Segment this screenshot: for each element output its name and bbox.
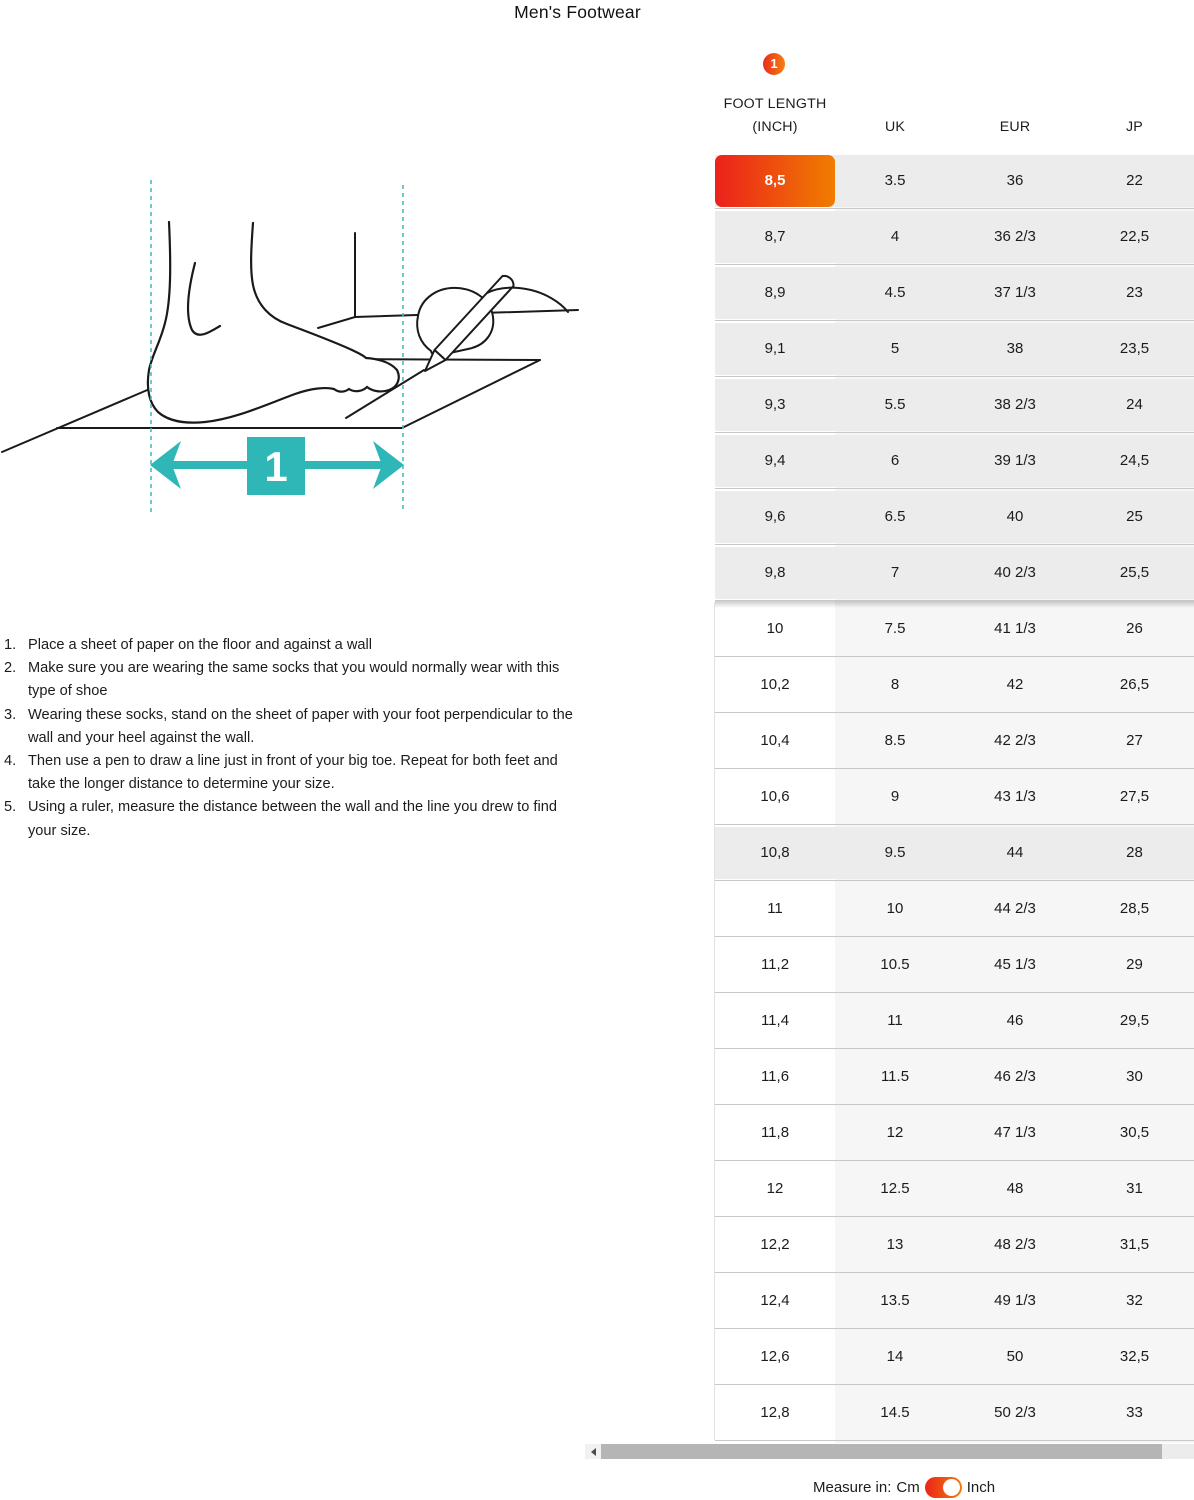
cell-eur: 40 [1006,508,1024,525]
cell-eur: 36 [1006,172,1024,189]
measure-arrow [150,437,404,495]
cell-eur: 48 [1006,1180,1024,1197]
header-jp: JP [1126,119,1143,135]
row-separator [715,936,1194,937]
cell-eur: 39 1/3 [994,452,1036,469]
page-title: Men's Footwear [514,2,641,22]
instruction-number: 5. [4,799,17,816]
size-row[interactable] [715,491,1194,543]
instruction-step-4 [4,750,582,796]
size-row[interactable] [715,1051,1194,1103]
cell-inch: 8,9 [764,284,786,301]
cell-uk: 8.5 [884,732,906,749]
foot-drawing [148,222,399,423]
cell-uk: 14 [886,1348,904,1365]
row-separator [715,320,1194,321]
measure-in-label: Measure in: [813,1478,892,1496]
instruction-number: 2. [4,660,17,677]
instruction-step-5 [4,796,582,842]
cell-jp: 26 [1126,620,1143,637]
size-row[interactable] [715,547,1194,599]
cell-inch: 8,7 [764,228,786,245]
cell-eur: 42 [1006,676,1024,693]
row-separator [715,432,1194,433]
cell-inch: 12,2 [760,1236,790,1253]
cell-uk: 4 [890,228,900,245]
cell-eur: 44 2/3 [994,900,1036,917]
size-row[interactable] [715,995,1194,1047]
instruction-number: 1. [4,637,17,653]
cell-jp: 31 [1126,1180,1143,1197]
table-header [715,93,1194,139]
cell-jp: 23,5 [1119,340,1150,357]
size-row[interactable] [715,1275,1194,1327]
row-separator [715,1048,1194,1049]
cell-uk: 13.5 [880,1292,910,1309]
cell-uk: 14.5 [880,1404,910,1421]
unit-toggle-switch[interactable] [925,1477,962,1498]
row-separator [715,1216,1194,1217]
scrollbar-track[interactable] [1162,1444,1194,1459]
row-separator [715,1384,1194,1385]
column-number-badge: 1 [763,53,785,75]
instruction-step-1 [4,634,582,657]
cell-eur: 45 1/3 [994,956,1036,973]
cell-jp: 33 [1126,1404,1143,1421]
row-separator [715,1440,1194,1441]
cell-uk: 3.5 [884,172,906,189]
row-separator [715,824,1194,825]
cell-inch: 10 [766,620,784,637]
instruction-number: 3. [4,706,17,723]
cell-uk: 7 [890,564,900,581]
cell-eur: 47 1/3 [994,1124,1036,1141]
cell-uk: 9.5 [884,844,906,861]
cell-uk: 9 [890,788,900,805]
cell-inch: 9,4 [764,452,786,469]
cell-inch: 12,4 [760,1292,790,1309]
cell-uk: 11.5 [880,1068,910,1085]
row-separator [715,1328,1194,1329]
row-separator [715,768,1194,769]
cell-inch: 12,6 [760,1348,790,1365]
cell-inch: 11,8 [760,1124,790,1141]
instruction-number: 4. [4,753,17,770]
cell-uk: 13 [886,1236,904,1253]
cell-inch: 12,8 [760,1404,790,1421]
toggle-knob [943,1479,960,1496]
instruction-text: Using a ruler, measure the distance between the wall and the line you drew to find your size. [28,799,557,839]
size-row[interactable] [715,435,1194,487]
size-row[interactable] [715,379,1194,431]
row-separator [715,712,1194,713]
cell-jp: 29,5 [1119,1012,1150,1029]
size-row[interactable] [715,827,1194,879]
cell-uk: 11 [887,1012,903,1029]
cell-inch: 9,8 [764,564,786,581]
cell-uk: 6 [890,452,900,469]
cell-inch: 11 [767,900,783,917]
cell-inch: 11,2 [760,956,790,973]
cell-uk: 10.5 [880,956,910,973]
cell-jp: 25 [1126,508,1143,525]
size-row[interactable] [715,267,1194,319]
row-separator [715,1104,1194,1105]
cell-jp: 32 [1126,1292,1143,1309]
cell-eur: 37 1/3 [994,284,1036,301]
size-row[interactable] [715,1163,1194,1215]
cell-uk: 4.5 [884,284,906,301]
horizontal-scrollbar[interactable] [585,1444,1194,1459]
cell-jp: 26,5 [1119,676,1150,693]
row-separator [715,208,1194,209]
cell-eur: 44 [1006,844,1024,861]
scroll-left-button[interactable] [585,1444,601,1459]
size-row[interactable] [715,323,1194,375]
cell-jp: 24,5 [1119,452,1150,469]
measuring-instructions [4,634,582,843]
cell-uk: 12 [886,1124,904,1141]
cell-inch: 8,5 [715,155,835,207]
cell-jp: 30 [1126,1068,1143,1085]
row-separator [715,1272,1194,1273]
cell-jp: 30,5 [1119,1124,1150,1141]
cell-inch: 10,4 [760,732,790,749]
cell-inch: 10,2 [760,676,790,693]
row-separator [715,880,1194,881]
cell-eur: 38 2/3 [994,396,1036,413]
size-row[interactable] [715,771,1194,823]
cell-eur: 46 2/3 [994,1068,1036,1085]
cell-eur: 40 2/3 [994,564,1036,581]
cell-uk: 5.5 [884,396,906,413]
size-row[interactable] [715,603,1194,655]
cell-eur: 50 2/3 [994,1404,1036,1421]
measurement-illustration [0,160,580,520]
cell-jp: 32,5 [1119,1348,1150,1365]
cell-jp: 22,5 [1119,228,1150,245]
row-separator [715,1160,1194,1161]
cell-jp: 28 [1126,844,1143,861]
cell-eur: 46 [1006,1012,1024,1029]
cell-uk: 10 [886,900,904,917]
size-row[interactable] [715,1331,1194,1383]
cell-inch: 10,6 [760,788,790,805]
cell-eur: 48 2/3 [994,1236,1036,1253]
cell-inch: 11,4 [760,1012,790,1029]
instruction-step-3 [4,704,582,750]
cell-jp: 24 [1126,396,1143,413]
size-chart [715,48,1194,1444]
row-separator [715,992,1194,993]
instruction-text: Place a sheet of paper on the floor and against a wall [28,637,372,653]
cell-jp: 28,5 [1119,900,1150,917]
cell-eur: 50 [1006,1348,1024,1365]
cell-eur: 36 2/3 [994,228,1036,245]
size-row[interactable] [715,211,1194,263]
cell-eur: 42 2/3 [994,732,1036,749]
arrow-number-label: 1 [264,443,288,490]
size-row[interactable] [715,1387,1194,1439]
cell-eur: 43 1/3 [994,788,1036,805]
row-separator [715,264,1194,265]
header-foot-length: FOOT LENGTH (INCH) [723,96,827,135]
size-row[interactable] [715,715,1194,767]
scroll-left-arrow-icon [591,1448,596,1456]
cell-inch: 9,3 [764,396,786,413]
row-separator [715,488,1194,489]
sticky-column-edge [714,602,715,1440]
cell-jp: 31,5 [1119,1236,1150,1253]
size-row[interactable] [715,1107,1194,1159]
cell-uk: 8 [890,676,900,693]
cell-eur: 49 1/3 [994,1292,1036,1309]
cell-uk: 5 [890,340,900,357]
instruction-text: Then use a pen to draw a line just in front of your big toe. Repeat for both feet and take the longer distance to determine your size. [28,753,558,793]
cell-eur: 41 1/3 [994,620,1036,637]
size-row[interactable] [715,1219,1194,1271]
instruction-text: Wearing these socks, stand on the sheet of paper with your foot perpendicular to the wall and your heel against the wall. [28,706,573,746]
instruction-step-2 [4,657,582,703]
header-eur: EUR [999,119,1031,135]
cell-jp: 25,5 [1119,564,1150,581]
cell-uk: 7.5 [884,620,906,637]
cell-jp: 29 [1126,956,1143,973]
cell-uk: 12.5 [880,1180,910,1197]
unit-option-inch[interactable]: Inch [966,1478,996,1496]
cell-jp: 22 [1126,172,1143,189]
cell-jp: 27,5 [1119,788,1150,805]
header-uk: UK [884,119,906,135]
size-row[interactable] [715,883,1194,935]
cell-jp: 27 [1126,732,1143,749]
cell-eur: 38 [1006,340,1024,357]
measure-unit-control [813,1476,995,1498]
cell-inch: 9,6 [764,508,786,525]
row-separator [715,656,1194,657]
unit-option-cm[interactable]: Cm [896,1478,920,1496]
cell-jp: 23 [1126,284,1143,301]
size-row-selected[interactable] [715,155,1194,207]
size-row[interactable] [715,659,1194,711]
cell-uk: 6.5 [884,508,906,525]
size-rows [715,155,1194,1444]
scrollbar-thumb[interactable] [601,1444,1162,1459]
hand-and-pen-drawing [417,276,568,371]
cell-inch: 12 [766,1180,784,1197]
instruction-text: Make sure you are wearing the same socks that you would normally wear with this type of shoe [28,660,560,700]
cell-inch: 10,8 [760,844,790,861]
cell-inch: 9,1 [764,340,786,357]
row-separator [715,544,1194,545]
row-separator [715,376,1194,377]
cell-inch: 11,6 [760,1068,790,1085]
size-row[interactable] [715,939,1194,991]
